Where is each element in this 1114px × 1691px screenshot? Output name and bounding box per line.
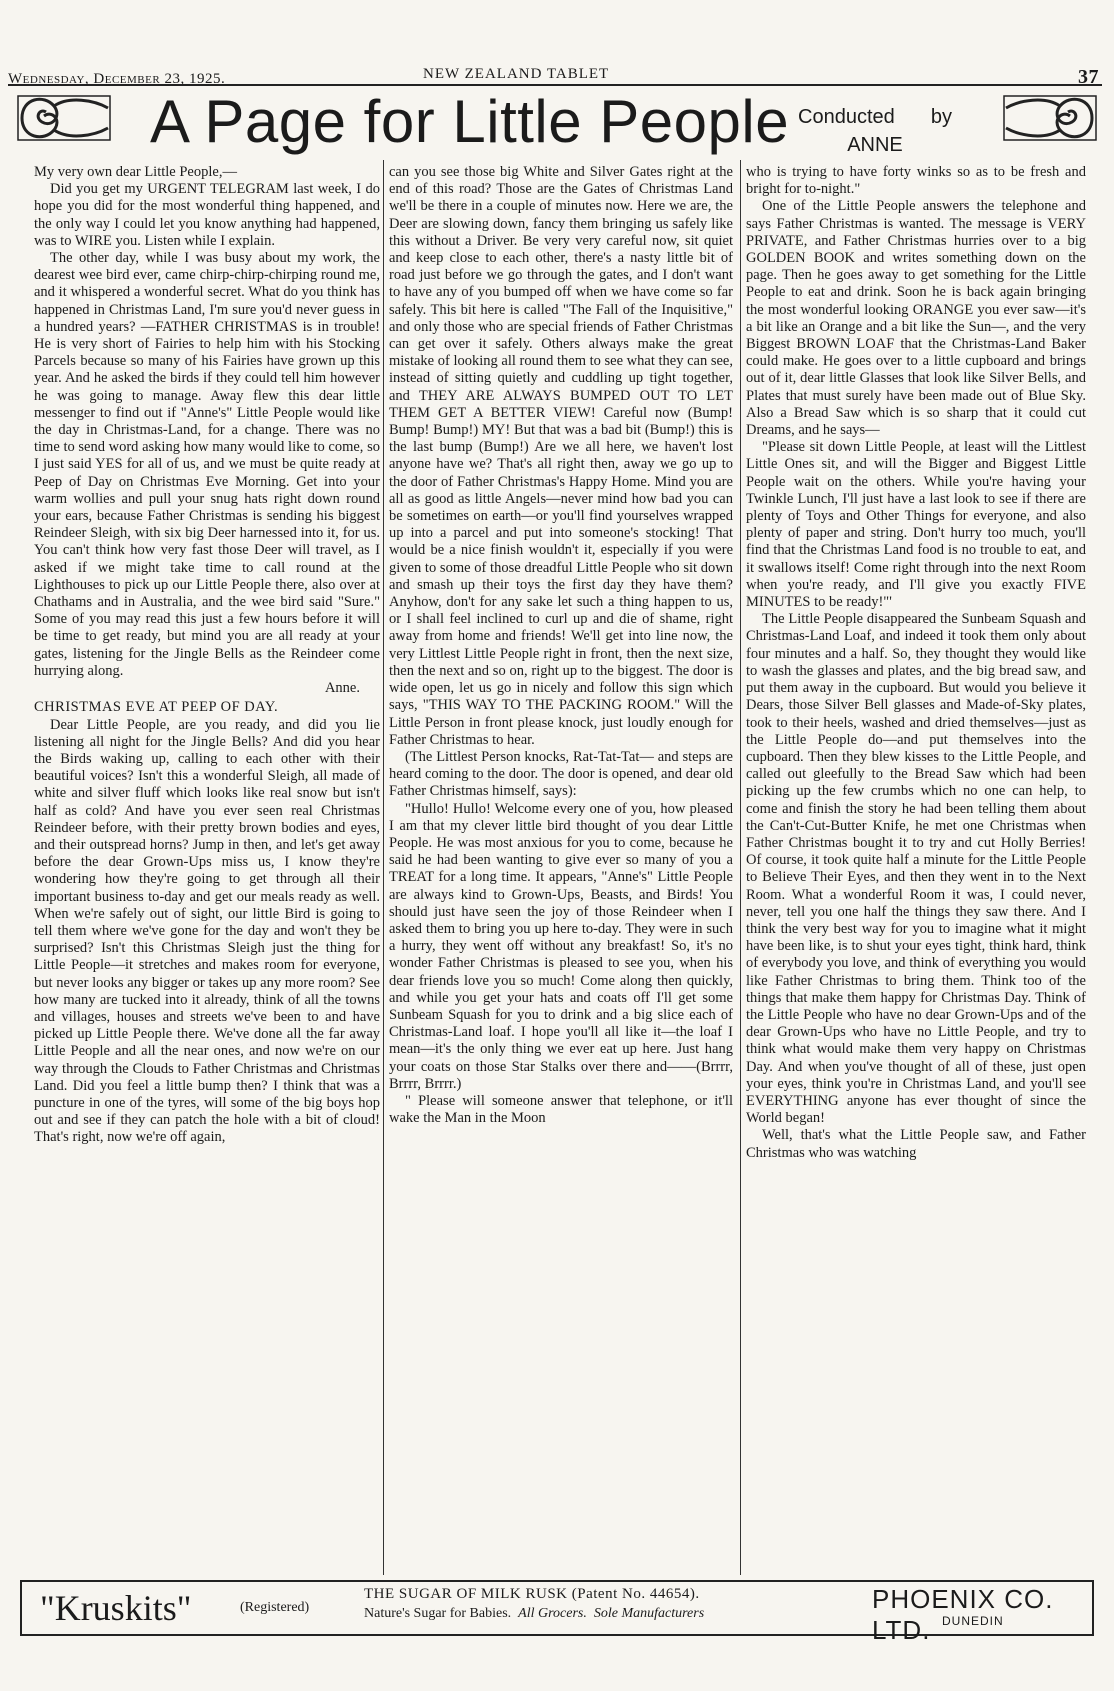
scroll-ornament-icon xyxy=(14,88,114,148)
paragraph: One of the Little People answers the telephone and says Father Christmas is wanted. The message is VERY PRIVATE, and Father Christmas hurries over to a big GOLDEN BOOK and writes something down on the page. Then he goes away to get something for the Little People to eat and drink. Soon he is back again bringing the most wonderful looking ORANGE you ever saw—it's a bit like an Orange and a bit like the Sun—, and the very Biggest BROWN LOAF that the Christmas-Land Baker could make. He goes over to a little cupboard and brings out of it, dear little Glasses that look like Silver Bells, and Plates that must surely have been made out of Blue Sky. Also a Bread Saw which is so sharp that it could cut Dreams, and he says— xyxy=(746,198,1086,439)
column-rule xyxy=(740,160,741,1575)
paragraph: "Hullo! Hullo! Welcome every one of you, how pleased I am that my clever little bird thought of you dear Little People. He was most anxious for you to come, because he said he had been wanting to give ever so many of you a TREAT for a long time. It appears, "Anne's" Little People are always kind to Grown-Ups, Beasts, and Birds! You should just have seen the joy of those Reindeer when I asked them to bring you up here to-day. They were in such a hurry, they went off without any breakfast! So, it's no wonder Father Christmas is pleased to see you, when his dear friends love you so much! Come along then quickly, and while you get your hats and coats off I'll get some Sunbeam Squash for you to drink and a big slice each of Christmas-Land loaf. I hope you'll all like it—the loaf I mean—it's the only thing we ever eat up here. Just hang your coats on those Star Stalks over there and——(Brrrr, Brrrr, Brrrr.) xyxy=(389,800,733,1092)
article-column-2 xyxy=(389,164,733,1574)
article-column-3 xyxy=(746,164,1086,1574)
salutation: My very own dear Little People,— xyxy=(34,164,237,180)
scroll-ornament-icon xyxy=(1000,88,1100,148)
ad-tagline xyxy=(364,1606,704,1622)
ad-product-line: THE SUGAR OF MILK RUSK (Patent No. 44654). xyxy=(364,1586,700,1602)
subheading: CHRISTMAS EVE AT PEEP OF DAY. xyxy=(34,699,279,716)
signature: Anne. xyxy=(324,680,360,697)
ad-company: PHOENIX CO. LTD. xyxy=(872,1584,1054,1645)
paragraph: Did you get my URGENT TELEGRAM last week, I do hope you did for the most wonderful thing happened, and the only way I could let you know anything had happened, was to WIRE you. Listen while I explain. xyxy=(34,181,380,249)
ad-registered: (Registered) xyxy=(240,1600,310,1615)
paragraph: can you see those big White and Silver Gates right at the end of this road? Those are the Gates of Christmas Land we'll be there in a couple of minutes now. Here we are, the Deer are slowing down, fancy them bringing us safely like this without a Driver. Be very very careful now, sit quiet and keep close to each other, there's a nasty little bit of road just before we go through the gates, and I don't want to have any of you bumped off when we have come so far safely. This bit here is called "The Fall of the Inquisitive," and only those who are special friends of Father Christmas can get over it safely. Others always make the great mistake of looking all round them to see what they can see, instead of sitting quietly and cuddling up tight together, and THEY ARE ALWAYS BUMPED OUT TO LET THEM GET A BETTER VIEW! Careful now (Bump! Bump! Bump!) MY! But that was a bad bit (Bump!) this is the last bump (Bump!) Are we all here, we haven't lost anyone have we? That's all right then, away we go up to the door of Father Christmas's Happy Home. Mind you are all as good as little Angels—never mind how bad you can be sometimes on earth—or you'll find yourselves wrapped up into a parcel and put into someone's stocking! That would be a nice finish wouldn't it, especially if you were given to some of those dreadful Little People who sit down and smash up their toys the first day they have them? Anyhow, don't for any sake let such a thing happen to us, or I shall feel inclined to curl up and die of shame, right away from home and friends! We'll get into line now, the very Littlest Little People right in front, then the next size, then the next and so on, right up to the biggest. The door is wide open, let us go in nicely and follow this sign which says, "THIS WAY TO THE PACKING ROOM." Will the Little Person in front please knock, just loudly enough for Father Christmas to hear. xyxy=(389,164,733,748)
ad-city: DUNEDIN xyxy=(942,1614,1004,1628)
page-title: A Page for Little People xyxy=(150,88,790,155)
paragraph: "Please sit down Little People, at least will the Littlest Little Ones sit, and will the Bigger and Biggest Little People wait on the others. While you're having your Twinkle Lunch, I'll just have a last look to see if there are plenty of Toys and Other Things for everyone, and also plenty of paper and string. Don't hurry too much, you'll find that the Christmas Land food is no trouble to eat, and it swallows itself! Come right through into the next Room when you're ready, and I'll give you exactly FIVE MINUTES to be ready!"' xyxy=(746,439,1086,611)
conducted-by: by xyxy=(930,106,952,128)
article-column-1 xyxy=(34,164,380,1574)
paragraph: The Little People disappeared the Sunbeam Squash and Christmas-Land Loaf, and indeed it took them only about four minutes and a half. So, they thought they would like to wash the glasses and plates, and the big bread saw, and put them away in the cupboard. But would you believe it Dears, those Silver Bell glasses and Made-of-Sky plates, took to their heels, washed and dried themselves—just as the Little People do—and put themselves into the cupboard. Then they blew kisses to the Little People, and called out gleefully to the Bread Saw which had been picking up the few crumbs which no one can help, to come and finish the story he had been telling them about the Can't-Cut-Butter Knife, he met one Christmas when Father Christmas bought it to try and cut Holly Berries! Of course, it took quite half a minute for the Little People to Believe Their Eyes, and then they went in to the Next Room. What a wonderful Room it was, I could never, never, tell you one half the things they saw there. And I think the very best way for you to imagine what it might have been like, is to shut your eyes tight, think hard, think of everybody you love, and think of everything you would like Father Christmas to bring them. Think too of the things that make them happy for Christmas Day. Think of the Little People who have no dear Grown-Ups and of the dear Grown-Ups who have no Little People, and try to think what would make them very happy on Christmas Day. And when you've thought of all of these, just open your eyes, think you're in Christmas Land, and you'll see EVERYTHING anyone has ever thought of since the World began! xyxy=(746,611,1086,1127)
paragraph: Well, that's what the Little People saw, and Father Christmas who was watching xyxy=(746,1127,1086,1161)
paragraph: The other day, while I was busy about my work, the dearest wee bird ever, came chirp-chirp-chirping round me, and it whispered a wonderful secret. What do you think has happened in Christmas Land, I'm sure you'd never guess in a hundred years? —FATHER CHRISTMAS is in trouble! He is very short of Fairies to help him with his Stocking Parcels because so many of his Fairies have grown up this year. And he asked the birds if they could tell him however he was going to manage. Away flew this dear little messenger to find out if "Anne's" Little People would like the day in Christmas-Land, for a change. There was no time to send word asking how many would like to come, so I just said YES for all of us, and we must be quite ready at Peep of Day on Christmas Eve Morning. Get into your warm wollies and pull your snug hats right down round your ears, because Father Christmas is sending his biggest Reindeer Sleigh, with six big Deer harnessed into it, for us. You can't think how very fast those Deer will travel, as I asked if we might take time to call round at the Lighthouses to pick up our Little People there, also over at Chathams and in Australia, and the wee bird said "Sure." Some of you may read this just a few hours before it will be time to get ready, but mind you are all ready at your gates, listening for the Jingle Bells as the Reindeer come hurrying along. xyxy=(34,250,380,679)
conductor-name: ANNE xyxy=(847,134,903,156)
kruskits-advert xyxy=(20,1580,1094,1645)
header-page-number: 37 xyxy=(1078,66,1099,88)
paragraph: who is trying to have forty winks so as to be fresh and bright for to-night." xyxy=(746,164,1086,198)
paragraph: (The Littlest Person knocks, Rat-Tat-Tat— and steps are heard coming to the door. The door is opened, and dear old Father Christmas himself, says): xyxy=(389,748,733,800)
ad-brand: "Kruskits" xyxy=(40,1588,192,1628)
header-publication: NEW ZEALAND TABLET xyxy=(423,66,610,82)
conducted-by-box xyxy=(780,103,970,159)
ad-tagline-c: Sole Manufacturers xyxy=(593,1606,705,1621)
ad-tagline-a: Nature's Sugar for Babies. xyxy=(364,1606,512,1621)
column-rule xyxy=(383,160,384,1575)
paragraph: Dear Little People, are you ready, and did you lie listening all night for the Jingle Bells? And did you hear the Birds waking up, calling to each other with their beautiful voices? Isn't this a wonderful Sleigh, all made of white and silver fluff which looks like real snow but isn't half as cold? And have you ever seen real Christmas Reindeer before, with their pretty brown bodies and eyes, and their outspread horns? Jump in then, and let's get away before the dear Grown-Ups miss us, I know they're wondering how they're going to get through all their important business to-day and get our meals ready as well. When we're safely out of sight, our little Bird is going to tell them where we've gone for the day and won't they be surprised? Isn't this Christmas Sleigh just the thing for Little People—it stretches and makes room for everyone, but never looks any bigger or takes up any more room? See how many are tucked into it already, think of all the towns and villages, houses and streets we've been to and have picked up Little People there. We've done all the far away Little People and all the near ones, and now we're on our way through the Clouds to Father Christmas and Christmas Land. Did you feel a little bump then? I think that was a puncture in one of the tyres, will some of the big boys hop out and see if they can patch the hole with a bit of cloud! That's right, now we're off again, xyxy=(34,716,380,1146)
header-date: Wednesday, December 23, 1925. xyxy=(8,71,226,87)
paragraph: " Please will someone answer that telephone, or it'll wake the Man in the Moon xyxy=(389,1092,733,1127)
conducted-label: Conducted xyxy=(798,106,895,128)
ad-tagline-b: All Grocers. xyxy=(518,1606,587,1621)
